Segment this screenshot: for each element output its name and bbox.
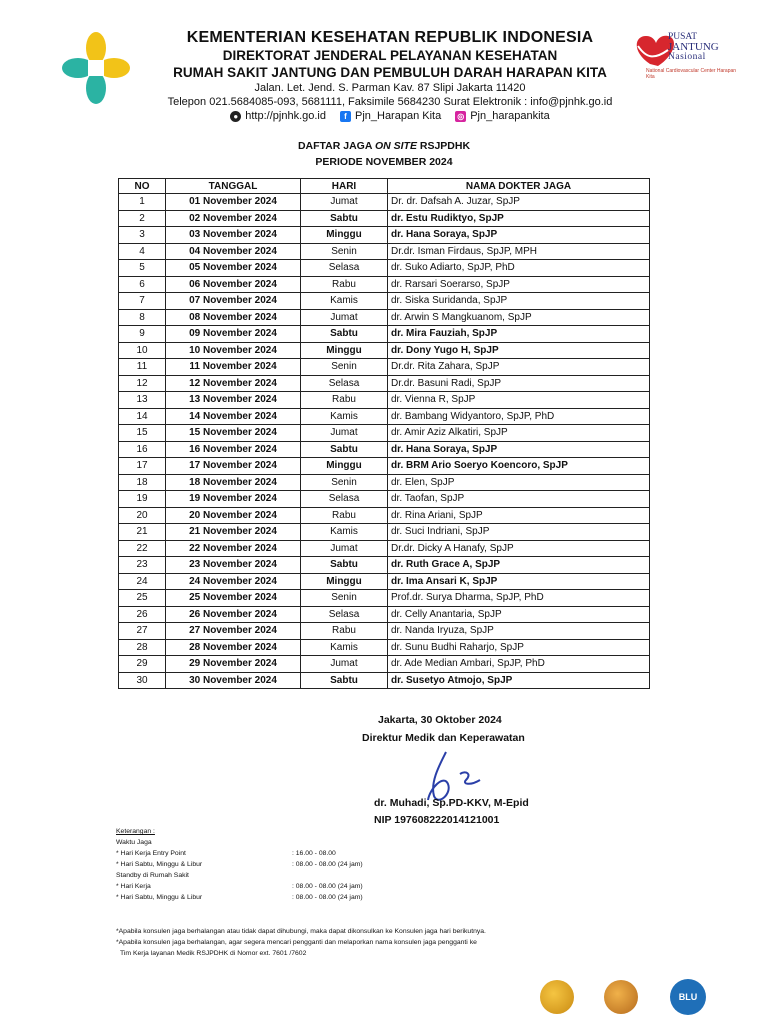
cell-tanggal: 27 November 2024 [166, 623, 301, 640]
cell-tanggal: 23 November 2024 [166, 557, 301, 574]
cell-tanggal: 08 November 2024 [166, 309, 301, 326]
cell-tanggal: 15 November 2024 [166, 425, 301, 442]
social-links [150, 109, 630, 123]
table-row [119, 210, 650, 227]
cell-hari: Rabu [301, 392, 388, 409]
col-header-hari: HARI [301, 179, 388, 194]
cell-nama: dr. Dony Yugo H, SpJP [388, 342, 650, 359]
cell-no: 4 [119, 243, 166, 260]
cell-hari: Rabu [301, 623, 388, 640]
cell-no: 17 [119, 458, 166, 475]
cell-hari: Jumat [301, 656, 388, 673]
table-row [119, 491, 650, 508]
table-row [119, 623, 650, 640]
cell-tanggal: 26 November 2024 [166, 606, 301, 623]
cell-hari: Jumat [301, 540, 388, 557]
table-row [119, 359, 650, 376]
cell-tanggal: 02 November 2024 [166, 210, 301, 227]
cell-tanggal: 30 November 2024 [166, 672, 301, 689]
cell-no: 29 [119, 656, 166, 673]
roster-period: PERIODE NOVEMBER 2024 [315, 156, 453, 168]
facebook-icon: f [340, 111, 351, 122]
cell-tanggal: 06 November 2024 [166, 276, 301, 293]
cell-no: 12 [119, 375, 166, 392]
cell-nama: dr. BRM Ario Soeryo Koencoro, SpJP [388, 458, 650, 475]
cell-no: 28 [119, 639, 166, 656]
cell-nama: Dr.dr. Rita Zahara, SpJP [388, 359, 650, 376]
table-row [119, 194, 650, 211]
cell-tanggal: 24 November 2024 [166, 573, 301, 590]
cell-tanggal: 29 November 2024 [166, 656, 301, 673]
table-row [119, 656, 650, 673]
cell-no: 27 [119, 623, 166, 640]
table-row [119, 557, 650, 574]
cell-nama: dr. Siska Suridanda, SpJP [388, 293, 650, 310]
cell-no: 20 [119, 507, 166, 524]
table-row [119, 260, 650, 277]
cell-tanggal: 18 November 2024 [166, 474, 301, 491]
cell-nama: dr. Sunu Budhi Raharjo, SpJP [388, 639, 650, 656]
cell-tanggal: 20 November 2024 [166, 507, 301, 524]
pjn-logo-text-1: PUSAT [668, 32, 698, 42]
footnote-2: *Apabila konsulen jaga berhalangan, agar segera mencari pengganti dan melaporkan nama konsulen jaga pengganti ke [116, 939, 477, 946]
cell-no: 18 [119, 474, 166, 491]
cell-nama: dr. Nanda Iryuza, SpJP [388, 623, 650, 640]
cell-hari: Sabtu [301, 557, 388, 574]
footnote-1: *Apabila konsulen jaga berhalangan atau tidak dapat dihubungi, maka dapat dikonsulkan ke Konsulen jaga hari berikutnya. [116, 928, 486, 935]
letterhead [150, 28, 630, 123]
table-row [119, 672, 650, 689]
cell-hari: Senin [301, 474, 388, 491]
cell-tanggal: 17 November 2024 [166, 458, 301, 475]
cell-no: 6 [119, 276, 166, 293]
cell-no: 10 [119, 342, 166, 359]
pjn-logo-subtitle: National Cardiovascular Center Harapan Kita [646, 68, 737, 80]
table-row [119, 573, 650, 590]
cell-hari: Selasa [301, 606, 388, 623]
cell-hari: Sabtu [301, 326, 388, 343]
notes-standby: Standby di Rumah Sakit [116, 872, 189, 879]
website-link[interactable]: ● http://pjnhk.go.id [230, 109, 326, 123]
cell-no: 15 [119, 425, 166, 442]
table-row [119, 639, 650, 656]
cell-hari: Jumat [301, 309, 388, 326]
notes-row: * Hari Kerja Entry Point : 16.00 - 08.00 [116, 850, 336, 857]
cell-hari: Sabtu [301, 672, 388, 689]
hospital-name: RUMAH SAKIT JANTUNG DAN PEMBULUH DARAH HARAPAN KITA [173, 65, 607, 80]
cell-no: 3 [119, 227, 166, 244]
cell-nama: dr. Taofan, SpJP [388, 491, 650, 508]
cell-tanggal: 10 November 2024 [166, 342, 301, 359]
cell-nama: dr. Amir Aziz Alkatiri, SpJP [388, 425, 650, 442]
cell-hari: Minggu [301, 227, 388, 244]
cell-nama: dr. Suci Indriani, SpJP [388, 524, 650, 541]
cell-no: 21 [119, 524, 166, 541]
cell-hari: Senin [301, 590, 388, 607]
kemenkes-logo [58, 28, 134, 108]
cell-tanggal: 04 November 2024 [166, 243, 301, 260]
table-row [119, 375, 650, 392]
cell-tanggal: 09 November 2024 [166, 326, 301, 343]
cell-hari: Jumat [301, 194, 388, 211]
cell-tanggal: 16 November 2024 [166, 441, 301, 458]
cell-hari: Kamis [301, 293, 388, 310]
cell-nama: dr. Ade Median Ambari, SpJP, PhD [388, 656, 650, 673]
table-row [119, 342, 650, 359]
table-row [119, 441, 650, 458]
cell-nama: dr. Hana Soraya, SpJP [388, 441, 650, 458]
cell-no: 24 [119, 573, 166, 590]
duty-roster-table [118, 178, 650, 689]
table-row [119, 524, 650, 541]
cell-no: 5 [119, 260, 166, 277]
table-row [119, 606, 650, 623]
cell-hari: Rabu [301, 276, 388, 293]
instagram-link[interactable]: ◎ Pjn_harapankita [457, 110, 550, 122]
cell-nama: Dr. dr. Dafsah A. Juzar, SpJP [388, 194, 650, 211]
cell-tanggal: 13 November 2024 [166, 392, 301, 409]
cell-nama: dr. Ruth Grace A, SpJP [388, 557, 650, 574]
table-header-row [119, 179, 650, 194]
cell-no: 30 [119, 672, 166, 689]
cell-no: 25 [119, 590, 166, 607]
table-row [119, 392, 650, 409]
contact: Telepon 021.5684085-093, 5681111, Faksimile 5684230 Surat Elektronik : info@pjnhk.go.id [167, 96, 613, 108]
cell-no: 13 [119, 392, 166, 409]
cell-tanggal: 12 November 2024 [166, 375, 301, 392]
cell-tanggal: 22 November 2024 [166, 540, 301, 557]
cell-nama: dr. Ima Ansari K, SpJP [388, 573, 650, 590]
cell-no: 14 [119, 408, 166, 425]
cell-hari: Kamis [301, 408, 388, 425]
globe-icon: ● [230, 111, 241, 122]
notes-section [116, 826, 536, 903]
col-header-no: NO [119, 179, 166, 194]
signatory-name: dr. Muhadi, Sp.PD-KKV, M-Epid [374, 797, 529, 809]
table-row [119, 507, 650, 524]
cell-tanggal: 25 November 2024 [166, 590, 301, 607]
cell-hari: Senin [301, 359, 388, 376]
cell-nama: Prof.dr. Surya Dharma, SpJP, PhD [388, 590, 650, 607]
table-row [119, 425, 650, 442]
cell-tanggal: 19 November 2024 [166, 491, 301, 508]
table-row [119, 408, 650, 425]
cell-no: 11 [119, 359, 166, 376]
cell-tanggal: 05 November 2024 [166, 260, 301, 277]
cell-no: 1 [119, 194, 166, 211]
cell-nama: dr. Rina Ariani, SpJP [388, 507, 650, 524]
cell-nama: dr. Susetyo Atmojo, SpJP [388, 672, 650, 689]
cell-nama: dr. Arwin S Mangkuanom, SpJP [388, 309, 650, 326]
col-header-tanggal: TANGGAL [166, 179, 301, 194]
cell-nama: dr. Estu Rudiktyo, SpJP [388, 210, 650, 227]
cell-nama: dr. Rarsari Soerarso, SpJP [388, 276, 650, 293]
notes-waktu: Waktu Jaga [116, 839, 152, 846]
table-body [119, 194, 650, 689]
cell-hari: Selasa [301, 375, 388, 392]
pjn-logo-text-3: Nasional [668, 52, 706, 62]
cell-no: 26 [119, 606, 166, 623]
cell-hari: Jumat [301, 425, 388, 442]
cell-nama: dr. Elen, SpJP [388, 474, 650, 491]
table-row [119, 458, 650, 475]
cell-tanggal: 01 November 2024 [166, 194, 301, 211]
signature-date: Jakarta, 30 Oktober 2024 [378, 714, 502, 726]
roster-title: DAFTAR JAGA ON SITE RSJPDHK [297, 140, 471, 152]
cell-hari: Kamis [301, 524, 388, 541]
address: Jalan. Let. Jend. S. Parman Kav. 87 Slipi Jakarta 11420 [254, 82, 526, 94]
cell-no: 23 [119, 557, 166, 574]
cell-tanggal: 07 November 2024 [166, 293, 301, 310]
cell-hari: Selasa [301, 260, 388, 277]
cell-tanggal: 11 November 2024 [166, 359, 301, 376]
cell-nama: dr. Suko Adiarto, SpJP, PhD [388, 260, 650, 277]
accreditation-badge-1 [540, 980, 574, 1014]
notes-row: * Hari Sabtu, Minggu & Libur : 08.00 - 08.00 (24 jam) [116, 894, 363, 901]
cell-nama: dr. Celly Anantaria, SpJP [388, 606, 650, 623]
table-row [119, 326, 650, 343]
cell-tanggal: 03 November 2024 [166, 227, 301, 244]
cell-nama: dr. Vienna R, SpJP [388, 392, 650, 409]
facebook-link[interactable]: f Pjn_Harapan Kita [340, 109, 441, 123]
notes-row: * Hari Sabtu, Minggu & Libur : 08.00 - 08.00 (24 jam) [116, 861, 363, 868]
notes-row: * Hari Kerja : 08.00 - 08.00 (24 jam) [116, 883, 363, 890]
cell-no: 2 [119, 210, 166, 227]
cell-hari: Rabu [301, 507, 388, 524]
accreditation-badge-2 [604, 980, 638, 1014]
table-row [119, 474, 650, 491]
signatory-nip: NIP 197608222014121001 [374, 814, 500, 826]
directorate-name: DIREKTORAT JENDERAL PELAYANAN KESEHATAN [222, 48, 558, 63]
table-row [119, 309, 650, 326]
cell-nama: dr. Bambang Widyantoro, SpJP, PhD [388, 408, 650, 425]
cell-nama: dr. Hana Soraya, SpJP [388, 227, 650, 244]
table-row [119, 276, 650, 293]
table-row [119, 243, 650, 260]
cell-nama: Dr.dr. Isman Firdaus, SpJP, MPH [388, 243, 650, 260]
cell-hari: Sabtu [301, 441, 388, 458]
cell-no: 19 [119, 491, 166, 508]
cell-no: 7 [119, 293, 166, 310]
cell-hari: Senin [301, 243, 388, 260]
cell-nama: dr. Mira Fauziah, SpJP [388, 326, 650, 343]
table-row [119, 540, 650, 557]
cell-nama: Dr.dr. Dicky A Hanafy, SpJP [388, 540, 650, 557]
ministry-name: KEMENTERIAN KESEHATAN REPUBLIK INDONESIA [186, 29, 594, 46]
cell-tanggal: 21 November 2024 [166, 524, 301, 541]
signature-position: Direktur Medik dan Keperawatan [362, 732, 525, 744]
cell-hari: Sabtu [301, 210, 388, 227]
cell-tanggal: 28 November 2024 [166, 639, 301, 656]
table-row [119, 590, 650, 607]
cell-hari: Minggu [301, 573, 388, 590]
cell-hari: Minggu [301, 458, 388, 475]
pjn-logo-text-2: JANTUNG [668, 41, 719, 53]
instagram-icon: ◎ [455, 111, 466, 122]
cell-no: 22 [119, 540, 166, 557]
table-row [119, 293, 650, 310]
col-header-nama: NAMA DOKTER JAGA [388, 179, 650, 194]
cell-tanggal: 14 November 2024 [166, 408, 301, 425]
cell-hari: Selasa [301, 491, 388, 508]
blu-badge: BLU [670, 979, 706, 1015]
cell-nama: Dr.dr. Basuni Radi, SpJP [388, 375, 650, 392]
cell-hari: Kamis [301, 639, 388, 656]
table-row [119, 227, 650, 244]
cell-no: 8 [119, 309, 166, 326]
cell-no: 16 [119, 441, 166, 458]
notes-heading: Keterangan : [116, 828, 155, 835]
cell-hari: Minggu [301, 342, 388, 359]
cell-no: 9 [119, 326, 166, 343]
footnote-3: Tim Kerja layanan Medik RSJPDHK di Nomor ext. 7601 /7602 [120, 950, 307, 957]
